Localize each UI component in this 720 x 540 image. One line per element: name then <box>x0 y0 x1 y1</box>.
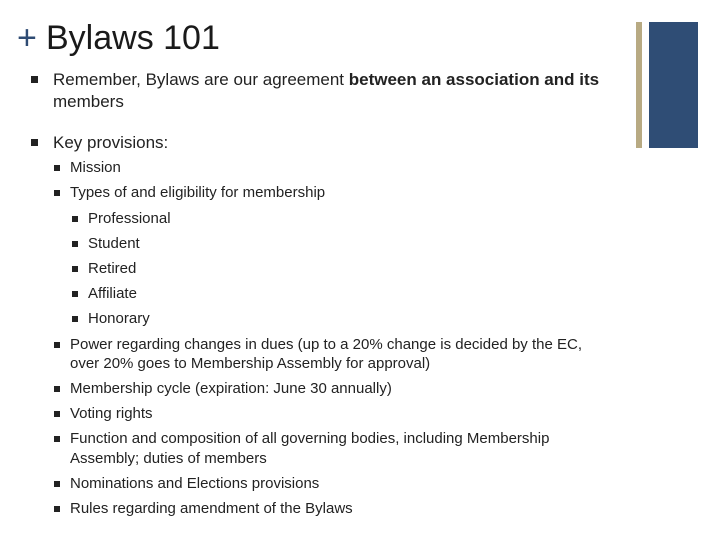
bullet-retired: Retired <box>88 260 137 277</box>
bullet-remember <box>53 69 599 90</box>
bullet-square-icon <box>72 266 78 272</box>
bullet-professional: Professional <box>88 210 171 227</box>
bullet-square-icon <box>72 291 78 297</box>
bullet-mission: Mission <box>70 159 121 176</box>
bullet-nominations: Nominations and Elections provisions <box>70 475 320 492</box>
bullet-rules: Rules regarding amendment of the Bylaws <box>70 500 353 517</box>
title-plus-icon: + <box>17 19 37 57</box>
bullet-voting: Voting rights <box>70 405 153 422</box>
bullet-square-icon <box>54 386 60 392</box>
bullet-cycle: Membership cycle (expiration: June 30 annually) <box>70 380 392 397</box>
bullet-square-icon <box>54 481 60 487</box>
bullet-power: Power regarding changes in dues (up to a 20% change is decided by the EC, <box>70 336 582 353</box>
bullet-square-icon <box>72 241 78 247</box>
bullet-student: Student <box>88 235 140 252</box>
bullet-function: Function and composition of all governing bodies, including Membership <box>70 430 550 447</box>
bullet-honorary: Honorary <box>88 310 150 327</box>
bullet-square-icon <box>54 165 60 171</box>
bullet-remember-bold-text: between an association and its <box>348 70 600 89</box>
bullet-function-line2: Assembly; duties of members <box>70 450 267 467</box>
bullet-square-icon <box>72 216 78 222</box>
bullet-square-icon <box>72 316 78 322</box>
bullet-square-icon <box>54 342 60 348</box>
bullet-square-icon <box>54 190 60 196</box>
bullet-square-icon <box>54 506 60 512</box>
bullet-square-icon <box>54 436 60 442</box>
bullet-key-provisions: Key provisions: <box>53 133 169 152</box>
accent-block-navy <box>649 22 698 148</box>
bullet-affiliate: Affiliate <box>88 285 137 302</box>
slide-title: Bylaws 101 <box>46 19 220 57</box>
bullet-remember-line2: members <box>53 92 124 111</box>
bullet-types: Types of and eligibility for membership <box>70 184 326 201</box>
bullet-square-icon <box>54 411 60 417</box>
bullet-remember-text: Remember, Bylaws are our agreement <box>53 70 349 89</box>
bullet-square-icon <box>31 76 38 83</box>
bullet-power-line2: over 20% goes to Membership Assembly for approval) <box>70 355 431 372</box>
accent-bar-tan <box>636 22 642 148</box>
bullet-square-icon <box>31 139 38 146</box>
